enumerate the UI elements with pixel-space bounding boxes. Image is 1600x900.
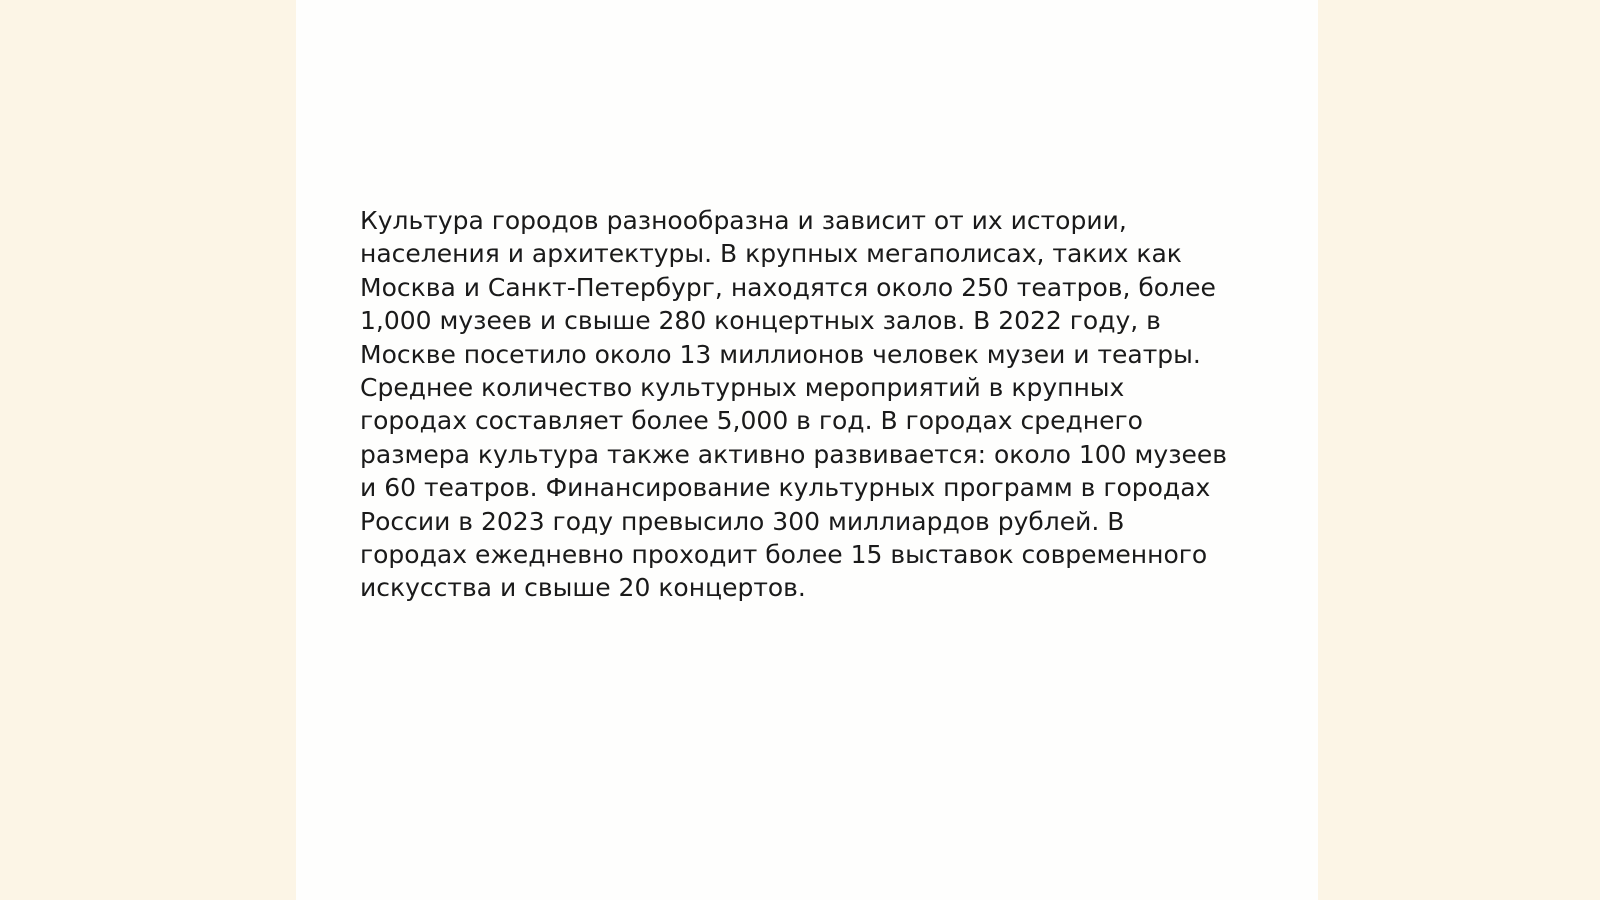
document-page	[296, 0, 1318, 900]
body-paragraph: Культура городов разнообразна и зависит от их истории, населения и архитектуры. В крупных мегаполисах, таких как Москва и Санкт-Петербург, находятся около 250 театров, более 1,000 музеев и свыше 280 концертных залов. В 2022 году, в Москве посетило около 13 миллионов человек музеи и театры. Среднее количество культурных мероприятий в крупных городах составляет более 5,000 в год. В городах среднего размера культура также активно развивается: около 100 музеев и 60 театров. Финансирование культурных программ в городах России в 2023 году превысило 300 миллиардов рублей. В городах ежедневно проходит более 15 выставок современного искусства и свыше 20 концертов.	[360, 206, 1227, 603]
